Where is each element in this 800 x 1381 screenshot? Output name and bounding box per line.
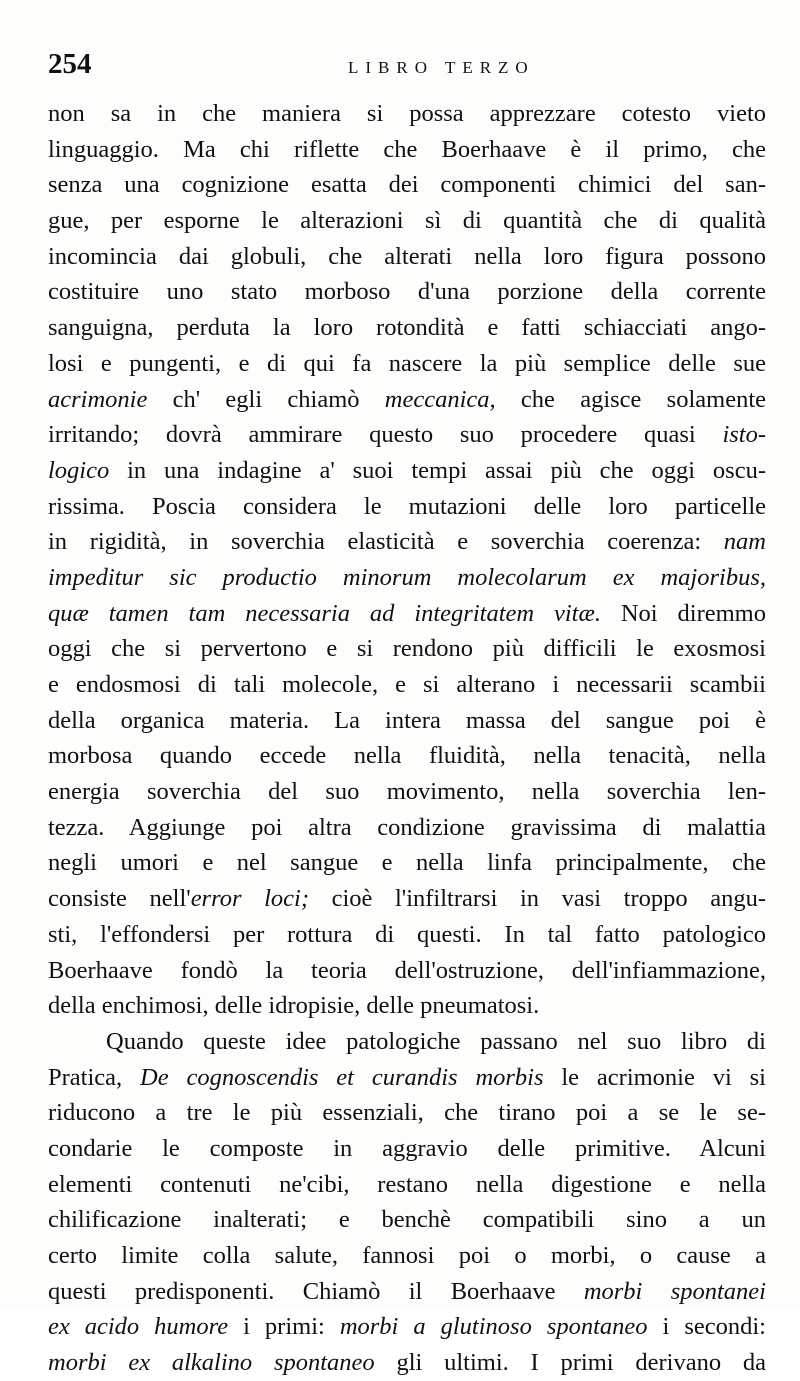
text-line <box>48 1131 766 1167</box>
text-line <box>48 453 766 489</box>
text-line <box>48 132 766 168</box>
text-span: Noi diremmo <box>600 599 766 627</box>
page-header <box>48 48 766 88</box>
text-line <box>48 631 766 667</box>
text-span: della organica materia. La intera massa del sangue poi è <box>48 706 766 734</box>
running-title: LIBRO TERZO <box>348 58 535 77</box>
text-line <box>48 1060 766 1096</box>
text-line <box>48 953 766 989</box>
text-span: che agisce solamente <box>495 385 767 413</box>
italic-text: nam <box>723 528 766 556</box>
text-line <box>48 1095 766 1131</box>
text-line <box>48 346 766 382</box>
text-span: costituire uno stato morboso d'una porzione della corrente <box>48 278 766 306</box>
text-span: rissima. Poscia considera le mutazioni delle loro particelle <box>48 492 766 520</box>
italic-text: quæ tamen tam necessaria ad integritatem vitæ. <box>48 599 601 627</box>
text-span: e endosmosi di tali molecole, e si alterano i necessarii scambii <box>48 671 766 698</box>
text-span: condarie le composte in aggravio delle primitive. Alcuni <box>48 1134 766 1162</box>
italic-text: impeditur sic productio minorum molecolarum ex majoribus, <box>48 563 766 591</box>
text-span: i primi: <box>228 1313 340 1341</box>
text-span: gli ultimi. I primi derivano da <box>374 1349 767 1377</box>
italic-text: isto- <box>722 421 766 449</box>
text-span: certo limite colla salute, fannosi poi o morbi, o cause a <box>48 1242 766 1269</box>
text-span: incomincia dai globuli, che alterati nella loro figura possono <box>48 242 766 270</box>
text-span: Boerhaave fondò la teoria dell'ostruzione, dell'infiammazione, <box>48 956 766 984</box>
text-line <box>48 810 766 846</box>
text-span: sanguigna, perduta la loro rotondità e fatti schiacciati ango- <box>48 314 766 342</box>
text-line <box>48 988 766 1024</box>
text-span: riducono a tre le più essenziali, che tirano poi a se le se- <box>48 1099 766 1127</box>
text-line <box>48 489 766 525</box>
text-line <box>48 203 766 239</box>
italic-text: acrimonie <box>48 385 148 413</box>
text-line <box>48 596 766 632</box>
italic-text: meccanica, <box>384 385 496 413</box>
text-line <box>48 560 766 596</box>
page-number: 254 <box>48 48 92 80</box>
text-line <box>48 167 766 203</box>
text-span: cioè l'infiltrarsi in vasi troppo angu- <box>309 885 767 913</box>
text-span: i secondi: <box>647 1313 766 1341</box>
text-span: Quando queste idee patologiche passano nel suo libro di <box>106 1027 766 1055</box>
text-line <box>48 667 766 703</box>
text-line <box>48 239 766 275</box>
text-span: losi e pungenti, e di qui fa nascere la più semplice delle sue <box>48 349 766 377</box>
text-line <box>48 1274 766 1310</box>
italic-text: morbi ex alkalino spontaneo <box>48 1349 375 1377</box>
text-span: questi predisponenti. Chiamò il Boerhaave <box>48 1277 584 1305</box>
text-line <box>48 917 766 953</box>
italic-text: ex acido humore <box>48 1313 229 1341</box>
text-line <box>48 1309 766 1345</box>
text-line <box>48 1024 766 1060</box>
italic-text: De cognoscendis et curandis morbis <box>140 1063 544 1091</box>
text-line <box>48 417 766 453</box>
text-line <box>48 96 766 132</box>
text-span: non sa in che maniera si possa apprezzare cotesto vieto <box>48 100 766 127</box>
text-span: morbosa quando eccede nella fluidità, nella tenacità, nella <box>48 742 766 770</box>
text-line <box>48 524 766 560</box>
text-line <box>48 774 766 810</box>
text-span: Pratica, <box>48 1063 141 1091</box>
text-span: linguaggio. Ma chi riflette che Boerhaave è il primo, che <box>48 135 766 163</box>
text-span: senza una cognizione esatta dei componenti chimici del san- <box>48 171 766 199</box>
italic-text: morbi spontanei <box>583 1277 766 1305</box>
text-line <box>48 382 766 418</box>
italic-text: error loci; <box>190 885 309 913</box>
text-span: tezza. Aggiunge poi altra condizione gravissima di malattia <box>48 813 766 841</box>
text-line <box>48 274 766 310</box>
text-span: consiste nell' <box>48 885 191 913</box>
text-line <box>48 738 766 774</box>
italic-text: logico <box>48 456 110 484</box>
text-span: le acrimonie vi si <box>543 1063 766 1091</box>
text-line <box>48 1238 766 1274</box>
text-span: chilificazione inalterati; e benchè compatibili sino a un <box>48 1206 766 1234</box>
text-span: energia soverchia del suo movimento, nella soverchia len- <box>48 778 766 806</box>
text-span: in una indagine a' suoi tempi assai più che oggi oscu- <box>109 456 766 484</box>
text-line <box>48 881 766 917</box>
text-span: sti, l'effondersi per rottura di questi. In tal fatto patologico <box>48 920 766 948</box>
text-span: oggi che si pervertono e si rendono più difficili le exosmosi <box>48 635 766 663</box>
text-span: elementi contenuti ne'cibi, restano nella digestione e nella <box>48 1170 766 1198</box>
italic-text: morbi a glutinoso spontaneo <box>339 1313 648 1341</box>
text-span: in rigidità, in soverchia elasticità e soverchia coerenza: <box>48 528 724 556</box>
body-text <box>48 96 766 1381</box>
text-span: ch' egli chiamò <box>147 385 385 413</box>
text-span: gue, per esporne le alterazioni sì di quantità che di qualità <box>48 207 766 235</box>
text-span: irritando; dovrà ammirare questo suo procedere quasi <box>48 421 723 449</box>
text-line <box>48 845 766 881</box>
text-span: della enchimosi, delle idropisie, delle pneumatosi. <box>48 992 540 1020</box>
text-line <box>48 1167 766 1203</box>
text-span: negli umori e nel sangue e nella linfa principalmente, che <box>48 849 766 877</box>
text-line <box>48 310 766 346</box>
text-line <box>48 703 766 739</box>
text-line <box>48 1202 766 1238</box>
text-line <box>48 1345 766 1381</box>
